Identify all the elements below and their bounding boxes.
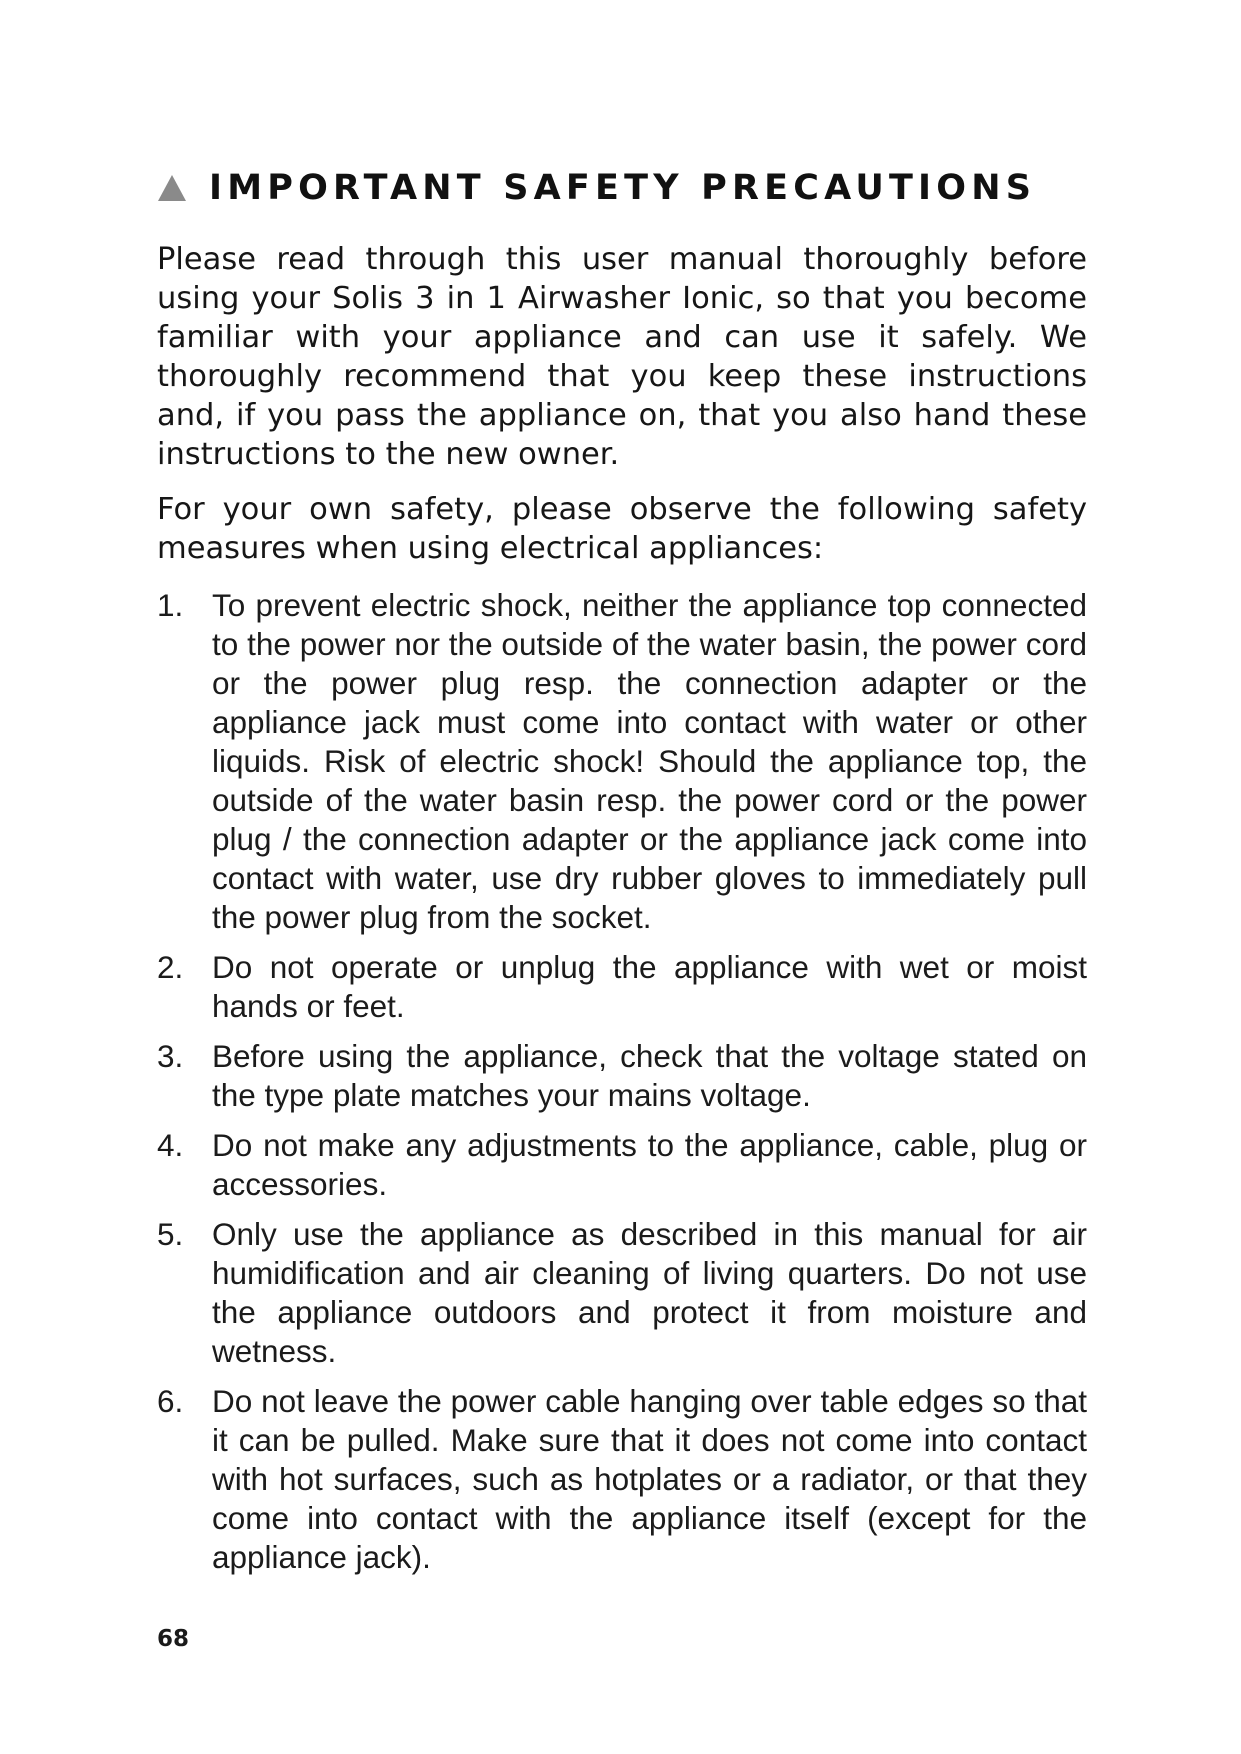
item-number: 6. xyxy=(157,1383,184,1419)
item-text: Do not make any adjustments to the appliance, cable, plug or accessories. xyxy=(212,1127,1087,1202)
page-title: IMPORTANT SAFETY PRECAUTIONS xyxy=(209,168,1037,208)
list-item xyxy=(157,1382,1087,1577)
list-item xyxy=(157,1037,1087,1115)
list-item xyxy=(157,1215,1087,1371)
item-text: Only use the appliance as described in this manual for air humidification and air cleaning of living quarters. Do not use the appliance outdoors and protect it from moisture and wetness. xyxy=(212,1216,1087,1369)
intro-paragraph: Please read through this user manual thoroughly before using your Solis 3 in 1 Airwasher Ionic, so that you become familiar with your appliance and can use it safely. We thoroughly recommend that you keep these instructions and, if you pass the appliance on, that you also hand these instructions to the new owner. xyxy=(157,242,1087,472)
manual-page xyxy=(157,160,1087,1588)
safety-list xyxy=(157,586,1087,1577)
list-item xyxy=(157,948,1087,1026)
item-text: To prevent electric shock, neither the appliance top connected to the power nor the outside of the water basin, the power cord or the power plug resp. the connection adapter or the appliance jack must come into contact with water or other liquids. Risk of electric shock! Should the appliance top, the outside of the water basin resp. the power cord or the power plug / the connection adapter or the appliance jack come into contact with water, use dry rubber gloves to immediately pull the power plug from the socket. xyxy=(212,587,1087,935)
item-text: Before using the appliance, check that the voltage stated on the type plate matches your mains voltage. xyxy=(212,1038,1087,1113)
list-item xyxy=(157,586,1087,937)
item-number: 4. xyxy=(157,1127,184,1163)
item-number: 5. xyxy=(157,1216,184,1252)
list-item xyxy=(157,1126,1087,1204)
warning-triangle-icon xyxy=(157,174,187,202)
item-text: Do not operate or unplug the appliance with wet or moist hands or feet. xyxy=(212,949,1087,1024)
item-number: 1. xyxy=(157,587,184,623)
section-heading xyxy=(157,160,1087,216)
safety-measures-intro: For your own safety, please observe the following safety measures when using electrical appliances: xyxy=(157,492,1087,566)
item-text: Do not leave the power cable hanging over table edges so that it can be pulled. Make sure that it does not come into contact with hot surfaces, such as hotplates or a radiator, or that they come into contact with the appliance itself (except for the appliance jack). xyxy=(212,1383,1087,1575)
item-number: 2. xyxy=(157,949,184,985)
page-number: 68 xyxy=(157,1626,190,1652)
item-number: 3. xyxy=(157,1038,184,1074)
